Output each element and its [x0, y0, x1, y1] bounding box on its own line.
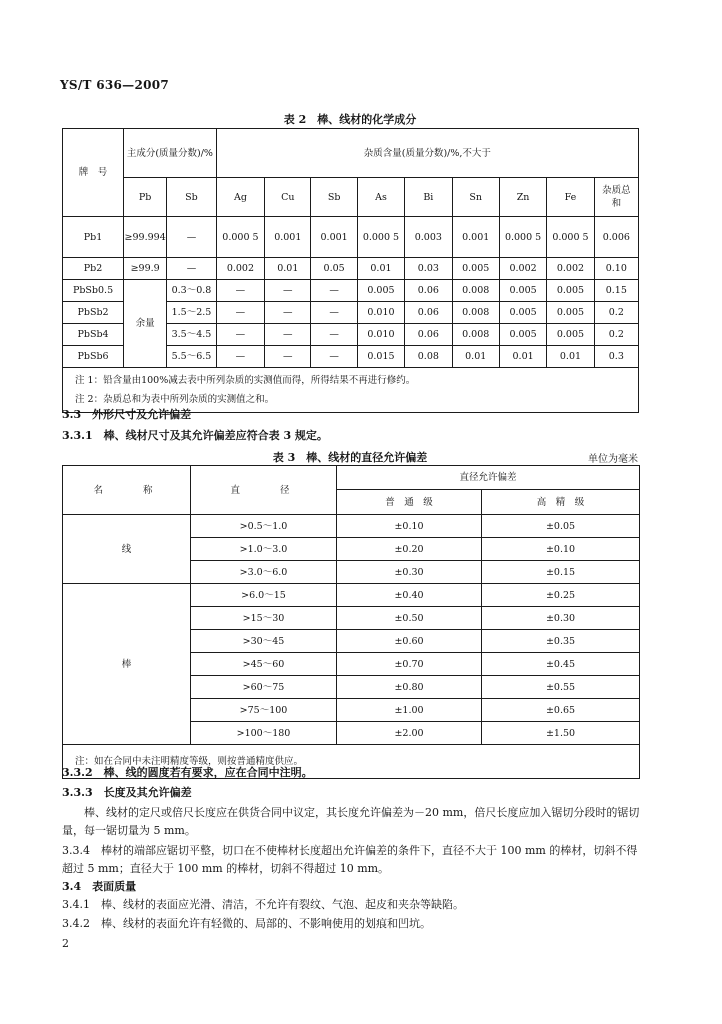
col-header: Ag — [216, 178, 264, 217]
note-2: 注 2：杂质总和为表中所列杂质的实测值之和。 — [75, 394, 275, 405]
chemical-composition-table — [62, 128, 639, 413]
value-cell: — — [311, 280, 357, 302]
sb-cell: 1.5～2.5 — [167, 302, 217, 324]
table-row — [63, 515, 640, 538]
diameter-cell: >0.5～1.0 — [191, 515, 337, 538]
value-cell: 0.001 — [452, 217, 499, 258]
name-header: 名 称 — [63, 466, 191, 515]
value-cell: 0.005 — [357, 280, 404, 302]
high-tol-cell: ±0.15 — [482, 561, 640, 584]
pb-cell: ≥99.9 — [124, 258, 167, 280]
value-cell: 0.2 — [594, 302, 638, 324]
value-cell: 0.01 — [357, 258, 404, 280]
table-row — [63, 584, 640, 607]
table2-notes — [63, 368, 639, 413]
diameter-cell: >3.0～6.0 — [191, 561, 337, 584]
grade-cell: PbSb4 — [63, 324, 124, 346]
high-tol-cell: ±0.05 — [482, 515, 640, 538]
value-cell: 0.010 — [357, 324, 404, 346]
col-header: Fe — [547, 178, 594, 217]
col-header: Cu — [265, 178, 311, 217]
diameter-cell: >1.0～3.0 — [191, 538, 337, 561]
paragraph-3-3-4: 3.3.4 棒材的端部应锯切平整，切口在不使棒材长度超出允许偏差的条件下，直径不大于 100 mm 的棒材，切斜不得超过 5 mm；直径大于 100 mm 的棒材，切斜不得超过 10 mm。 — [62, 844, 638, 875]
group-rod: 棒 — [63, 584, 191, 745]
value-cell: 0.01 — [499, 346, 546, 368]
value-cell: — — [311, 324, 357, 346]
high-tol-cell: ±1.50 — [482, 722, 640, 745]
grade-cell: PbSb0.5 — [63, 280, 124, 302]
value-cell: 0.06 — [405, 302, 452, 324]
diameter-header: 直 径 — [191, 466, 337, 515]
value-cell: 0.005 — [499, 302, 546, 324]
diameter-cell: >6.0～15 — [191, 584, 337, 607]
value-cell: 0.05 — [311, 258, 357, 280]
table-row — [63, 280, 639, 302]
value-cell: 0.01 — [265, 258, 311, 280]
diameter-cell: >75～100 — [191, 699, 337, 722]
value-cell: 0.001 — [311, 217, 357, 258]
value-cell: 0.008 — [452, 302, 499, 324]
col-header: Zn — [499, 178, 546, 217]
group-wire: 线 — [63, 515, 191, 584]
pb-cell: ≥99.994 — [124, 217, 167, 258]
value-cell: 0.06 — [405, 324, 452, 346]
grade-cell: Pb1 — [63, 217, 124, 258]
value-cell: 0.000 5 — [547, 217, 594, 258]
high-tol-cell: ±0.25 — [482, 584, 640, 607]
value-cell: 0.005 — [499, 280, 546, 302]
diameter-cell: >100～180 — [191, 722, 337, 745]
value-cell: 0.005 — [452, 258, 499, 280]
table3-note: 注：如在合同中未注明精度等级，则按普通精度供应。 — [63, 745, 640, 779]
sb-cell: 0.3～0.8 — [167, 280, 217, 302]
value-cell: 0.002 — [547, 258, 594, 280]
table-row — [63, 258, 639, 280]
high-tol-cell: ±0.55 — [482, 676, 640, 699]
value-cell: — — [265, 346, 311, 368]
grade-header: 牌 号 — [63, 129, 124, 217]
value-cell: 0.008 — [452, 324, 499, 346]
normal-tol-cell: ±0.80 — [337, 676, 482, 699]
value-cell: — — [216, 302, 264, 324]
value-cell: 0.006 — [594, 217, 638, 258]
value-cell: — — [216, 324, 264, 346]
col-header: Sb — [167, 178, 217, 217]
main-component-header: 主成分(质量分数)/% — [124, 129, 217, 178]
normal-tol-cell: ±2.00 — [337, 722, 482, 745]
value-cell: 0.001 — [265, 217, 311, 258]
value-cell: 0.2 — [594, 324, 638, 346]
diameter-cell: >15～30 — [191, 607, 337, 630]
value-cell: — — [265, 280, 311, 302]
value-cell: 0.3 — [594, 346, 638, 368]
col-header: Bi — [405, 178, 452, 217]
col-header: Sb — [311, 178, 357, 217]
paragraph-3-4-1: 3.4.1 棒、线材的表面应光滑、清洁，不允许有裂纹、气泡、起皮和夹杂等缺陷。 — [62, 898, 464, 911]
value-cell: — — [265, 324, 311, 346]
value-cell: 0.06 — [405, 280, 452, 302]
sb-cell: 3.5～4.5 — [167, 324, 217, 346]
value-cell: 0.015 — [357, 346, 404, 368]
value-cell: 0.010 — [357, 302, 404, 324]
high-tol-cell: ±0.65 — [482, 699, 640, 722]
value-cell: 0.005 — [547, 280, 594, 302]
impurity-header: 杂质含量(质量分数)/%,不大于 — [216, 129, 638, 178]
value-cell: 0.003 — [405, 217, 452, 258]
section-3-3-1: 3.3.1 棒、线材尺寸及其允许偏差应符合表 3 规定。 — [62, 429, 328, 442]
sb-cell: — — [167, 217, 217, 258]
page-number: 2 — [62, 937, 69, 950]
normal-grade-header: 普 通 级 — [337, 490, 482, 515]
value-cell: — — [311, 302, 357, 324]
col-header: Sn — [452, 178, 499, 217]
value-cell: 0.10 — [594, 258, 638, 280]
standard-id: YS/T 636—2007 — [60, 78, 170, 92]
grade-cell: PbSb2 — [63, 302, 124, 324]
normal-tol-cell: ±0.70 — [337, 653, 482, 676]
col-header: 杂质总和 — [594, 178, 638, 217]
value-cell: 0.005 — [499, 324, 546, 346]
high-tol-cell: ±0.30 — [482, 607, 640, 630]
high-tol-cell: ±0.10 — [482, 538, 640, 561]
value-cell: — — [216, 280, 264, 302]
normal-tol-cell: ±0.30 — [337, 561, 482, 584]
table3-unit: 单位为毫米 — [588, 454, 638, 465]
value-cell: 0.01 — [452, 346, 499, 368]
value-cell: 0.008 — [452, 280, 499, 302]
value-cell: 0.005 — [547, 324, 594, 346]
sb-cell: 5.5～6.5 — [167, 346, 217, 368]
value-cell: — — [265, 302, 311, 324]
section-3-3-3-heading: 3.3.3 长度及其允许偏差 — [62, 786, 192, 799]
normal-tol-cell: ±1.00 — [337, 699, 482, 722]
value-cell: — — [216, 346, 264, 368]
value-cell: 0.000 5 — [357, 217, 404, 258]
section-3-4-heading: 3.4 表面质量 — [62, 880, 137, 893]
normal-tol-cell: ±0.40 — [337, 584, 482, 607]
col-header: Pb — [124, 178, 167, 217]
paragraph-3-4-2: 3.4.2 棒、线材的表面允许有轻微的、局部的、不影响使用的划痕和凹坑。 — [62, 917, 431, 930]
value-cell: — — [311, 346, 357, 368]
normal-tol-cell: ±0.10 — [337, 515, 482, 538]
value-cell: 0.005 — [547, 302, 594, 324]
section-3-3-heading: 3.3 外形尺寸及允许偏差 — [62, 408, 192, 421]
value-cell: 0.15 — [594, 280, 638, 302]
value-cell: 0.08 — [405, 346, 452, 368]
section-3-3-2: 3.3.2 棒、线的圆度若有要求，应在合同中注明。 — [62, 766, 313, 779]
value-cell: 0.000 5 — [499, 217, 546, 258]
value-cell: 0.002 — [216, 258, 264, 280]
sb-cell: — — [167, 258, 217, 280]
normal-tol-cell: ±0.60 — [337, 630, 482, 653]
grade-cell: PbSb6 — [63, 346, 124, 368]
high-grade-header: 高 精 级 — [482, 490, 640, 515]
remainder-cell: 余量 — [124, 280, 167, 368]
paragraph-3-3-3: 棒、线材的定尺或倍尺长度应在供货合同中议定，其长度允许偏差为－20 mm，倍尺长度应加入锯切分段时的锯切量，每一锯切量为 5 mm。 — [62, 806, 640, 837]
normal-tol-cell: ±0.50 — [337, 607, 482, 630]
diameter-cell: >30～45 — [191, 630, 337, 653]
tolerance-header: 直径允许偏差 — [337, 466, 640, 490]
high-tol-cell: ±0.35 — [482, 630, 640, 653]
table-row — [63, 217, 639, 258]
value-cell: 0.01 — [547, 346, 594, 368]
normal-tol-cell: ±0.20 — [337, 538, 482, 561]
diameter-tolerance-table — [62, 465, 640, 779]
note-1: 注 1：铅含量由100%减去表中所列杂质的实测值而得，所得结果不再进行修约。 — [75, 375, 416, 386]
table3-caption: 表 3 棒、线材的直径允许偏差 — [272, 451, 428, 464]
diameter-cell: >45～60 — [191, 653, 337, 676]
table2-caption: 表 2 棒、线材的化学成分 — [283, 113, 417, 126]
diameter-cell: >60～75 — [191, 676, 337, 699]
grade-cell: Pb2 — [63, 258, 124, 280]
value-cell: 0.000 5 — [216, 217, 264, 258]
high-tol-cell: ±0.45 — [482, 653, 640, 676]
value-cell: 0.002 — [499, 258, 546, 280]
value-cell: 0.03 — [405, 258, 452, 280]
col-header: As — [357, 178, 404, 217]
